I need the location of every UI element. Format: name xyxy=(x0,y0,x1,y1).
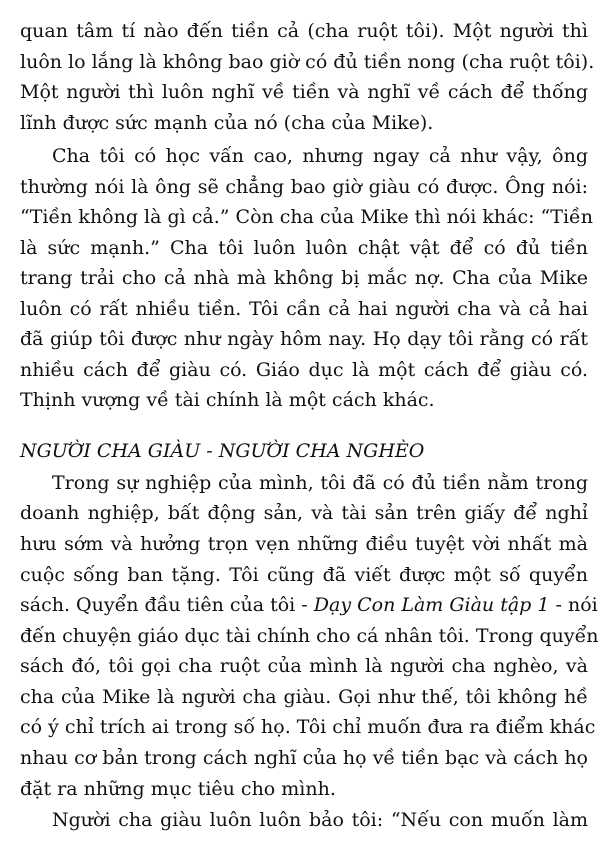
text-line: luôn lo lắng là không bao giờ có đủ tiền nong (cha ruột tôi). xyxy=(20,50,595,73)
text-line: hưu sớm và hưởng trọn vẹn những điều tuyệt vời nhất mà xyxy=(20,533,588,556)
text-line: cuộc sống ban tặng. Tôi cũng đã viết được một số quyển xyxy=(20,563,588,586)
text-line: đã giúp tôi được như ngày hôm nay. Họ dạy tôi rằng có rất xyxy=(20,328,588,351)
text-line: luôn có rất nhiều tiền. Tôi cần cả hai người cha và cả hai xyxy=(20,297,588,320)
text-line: “Tiền không là gì cả.” Còn cha của Mike thì nói khác: “Tiền xyxy=(20,206,593,229)
text-line: có ý chỉ trích ai trong số họ. Tôi chỉ muốn đưa ra điểm khác xyxy=(20,716,596,739)
text-line: Người cha giàu luôn luôn bảo tôi: “Nếu con muốn làm xyxy=(52,809,588,831)
text-line: Một người thì luôn nghĩ về tiền và nghĩ về cách để thống xyxy=(20,81,588,104)
text-line: doanh nghiệp, bất động sản, và tài sản trên giấy để nghỉ xyxy=(20,502,588,525)
text-line: là sức mạnh.” Cha tôi luôn luôn chật vật để có đủ tiền xyxy=(20,236,588,259)
text-line: cha của Mike là người cha giàu. Gọi như thế, tôi không hề xyxy=(20,685,588,708)
text-line: quan tâm tí nào đến tiền cả (cha ruột tôi). Một người thì xyxy=(20,20,588,42)
text-line: Cha tôi có học vấn cao, nhưng ngay cả như vậy, ông xyxy=(52,145,588,168)
book-title: Dạy Con Làm Giàu tập 1 xyxy=(313,594,550,617)
text-line: trang trải cho cả nhà mà không bị mắc nợ. Cha của Mike xyxy=(20,267,588,290)
text-segment: - nói xyxy=(549,594,598,617)
text-line: Thịnh vượng về tài chính là một cách khác. xyxy=(20,389,435,412)
text-line: nhiều cách để giàu có. Giáo dục là một cách để giàu có. xyxy=(20,358,588,381)
text-line: thường nói là ông sẽ chẳng bao giờ giàu có được. Ông nói: xyxy=(20,175,588,198)
text-line: Trong sự nghiệp của mình, tôi đã có đủ tiền nằm trong xyxy=(52,471,588,494)
text-line: sách đó, tôi gọi cha ruột của mình là người cha nghèo, và xyxy=(20,655,588,678)
text-line: đặt ra những mục tiêu cho mình. xyxy=(20,777,336,800)
text-segment: sách. Quyển đầu tiên của tôi - xyxy=(20,594,314,617)
text-line: nhau cơ bản trong cách nghĩ của họ về tiền bạc và cách họ xyxy=(20,746,588,769)
text-line: đến chuyện giáo dục tài chính cho cá nhân tôi. Trong quyển xyxy=(20,624,599,647)
section-heading: NGƯỜI CHA GIÀU - NGƯỜI CHA NGHÈO xyxy=(20,439,425,462)
text-line: lĩnh được sức mạnh của nó (cha của Mike). xyxy=(20,111,434,134)
text-line-with-title xyxy=(20,588,598,622)
